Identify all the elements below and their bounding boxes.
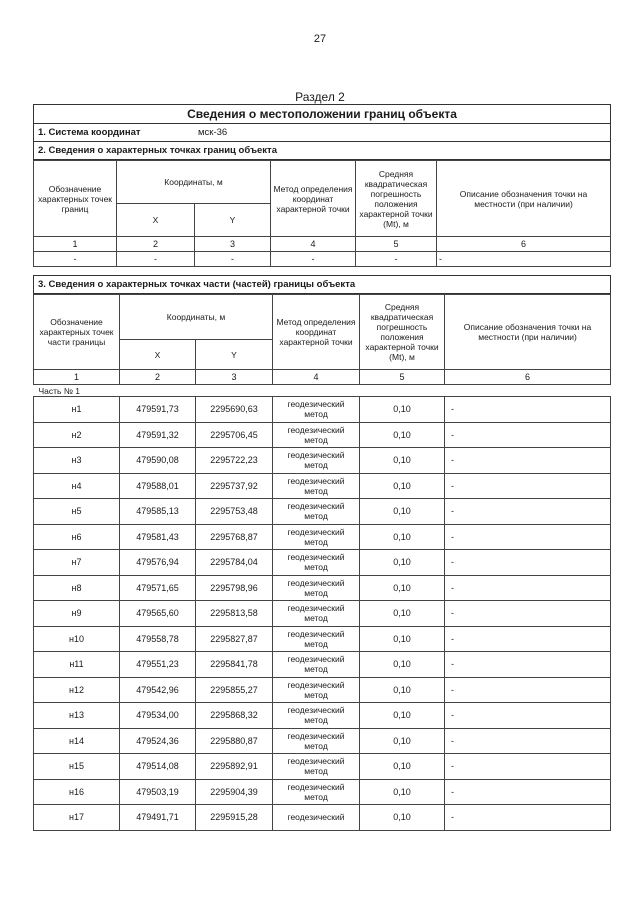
table-row — [34, 524, 611, 550]
table-row — [34, 805, 611, 831]
p3-colnum: 4 — [273, 370, 360, 385]
p2-header-designation: Обозначение характерных точек границ — [34, 161, 117, 237]
table-row — [34, 499, 611, 525]
table-row — [34, 448, 611, 474]
point-id: н3 — [34, 448, 120, 474]
point-x: 479534,00 — [120, 703, 196, 729]
point-y: 2295813,58 — [196, 601, 273, 627]
p2-header-x: X — [117, 204, 195, 237]
point-y: 2295892,91 — [196, 754, 273, 780]
point-mt: 0,10 — [360, 703, 445, 729]
point-method: геодезический метод — [273, 601, 360, 627]
part3-table — [33, 294, 611, 831]
point-mt: 0,10 — [360, 601, 445, 627]
point-id: н4 — [34, 473, 120, 499]
point-desc: - — [445, 524, 611, 550]
p3-colnum: 1 — [34, 370, 120, 385]
coord-system-value: мск-36 — [198, 127, 228, 138]
point-desc: - — [445, 397, 611, 423]
point-desc: - — [445, 448, 611, 474]
point-desc: - — [445, 499, 611, 525]
p2-empty-cell: - — [34, 252, 117, 267]
point-method: геодезический метод — [273, 626, 360, 652]
point-x: 479558,78 — [120, 626, 196, 652]
point-y: 2295827,87 — [196, 626, 273, 652]
point-x: 479591,73 — [120, 397, 196, 423]
coord-system-label: 1. Система координат — [38, 127, 141, 138]
point-mt: 0,10 — [360, 499, 445, 525]
p3-colnum: 2 — [120, 370, 196, 385]
point-x: 479591,32 — [120, 422, 196, 448]
point-method: геодезический метод — [273, 550, 360, 576]
p2-header-method: Метод определения координат характерной точки — [271, 161, 356, 237]
point-desc: - — [445, 422, 611, 448]
point-method: геодезический метод — [273, 575, 360, 601]
point-desc: - — [445, 728, 611, 754]
coord-system-line — [33, 124, 611, 142]
p2-colnum: 6 — [437, 237, 611, 252]
point-method: геодезический метод — [273, 652, 360, 678]
document-title: Сведения о местоположении границ объекта — [33, 105, 611, 124]
p2-empty-cell: - — [437, 252, 611, 267]
point-method: геодезический метод — [273, 448, 360, 474]
point-id: н10 — [34, 626, 120, 652]
point-desc: - — [445, 601, 611, 627]
point-y: 2295690,63 — [196, 397, 273, 423]
point-desc: - — [445, 626, 611, 652]
p2-empty-cell: - — [271, 252, 356, 267]
point-y: 2295904,39 — [196, 779, 273, 805]
point-mt: 0,10 — [360, 397, 445, 423]
point-id: н7 — [34, 550, 120, 576]
point-x: 479503,19 — [120, 779, 196, 805]
point-desc: - — [445, 677, 611, 703]
point-mt: 0,10 — [360, 473, 445, 499]
point-id: н9 — [34, 601, 120, 627]
point-method: геодезический метод — [273, 397, 360, 423]
p2-header-y: Y — [195, 204, 271, 237]
p3-header-description: Описание обозначения точки на местности (при наличии) — [445, 295, 611, 370]
point-x: 479576,94 — [120, 550, 196, 576]
part-label: Часть № 1 — [34, 385, 611, 397]
point-x: 479542,96 — [120, 677, 196, 703]
p3-colnum: 6 — [445, 370, 611, 385]
p2-header-error: Средняя квадратическая погрешность положения характерной точки (Mt), м — [356, 161, 437, 237]
table-row — [34, 397, 611, 423]
point-method: геодезический метод — [273, 473, 360, 499]
p2-colnum: 3 — [195, 237, 271, 252]
table-row — [34, 601, 611, 627]
point-y: 2295722,23 — [196, 448, 273, 474]
point-y: 2295737,92 — [196, 473, 273, 499]
point-x: 479590,08 — [120, 448, 196, 474]
point-method: геодезический метод — [273, 703, 360, 729]
table-row — [34, 728, 611, 754]
point-x: 479588,01 — [120, 473, 196, 499]
point-desc: - — [445, 473, 611, 499]
p3-rows — [34, 397, 611, 831]
point-mt: 0,10 — [360, 728, 445, 754]
point-method: геодезический метод — [273, 499, 360, 525]
point-x: 479491,71 — [120, 805, 196, 831]
p2-colnum: 5 — [356, 237, 437, 252]
p3-colnum: 3 — [196, 370, 273, 385]
point-mt: 0,10 — [360, 805, 445, 831]
point-id: н2 — [34, 422, 120, 448]
point-mt: 0,10 — [360, 575, 445, 601]
point-id: н5 — [34, 499, 120, 525]
point-method: геодезический метод — [273, 422, 360, 448]
point-id: н11 — [34, 652, 120, 678]
point-x: 479524,36 — [120, 728, 196, 754]
p2-empty-cell: - — [356, 252, 437, 267]
point-id: н14 — [34, 728, 120, 754]
point-x: 479565,60 — [120, 601, 196, 627]
p2-empty-row — [34, 252, 611, 267]
part2-table — [33, 160, 611, 267]
point-id: н17 — [34, 805, 120, 831]
p3-header-error: Средняя квадратическая погрешность положения характерной точки (Mt), м — [360, 295, 445, 370]
point-desc: - — [445, 703, 611, 729]
point-method: геодезический метод — [273, 779, 360, 805]
p3-header-designation: Обозначение характерных точек части границы — [34, 295, 120, 370]
point-mt: 0,10 — [360, 448, 445, 474]
point-y: 2295868,32 — [196, 703, 273, 729]
point-method: геодезический метод — [273, 677, 360, 703]
p2-header-coords: Координаты, м — [117, 161, 271, 204]
point-y: 2295768,87 — [196, 524, 273, 550]
point-method: геодезический — [273, 805, 360, 831]
table-row — [34, 779, 611, 805]
point-y: 2295706,45 — [196, 422, 273, 448]
p2-colnum: 1 — [34, 237, 117, 252]
table-row — [34, 703, 611, 729]
p2-empty-cell: - — [195, 252, 271, 267]
point-id: н13 — [34, 703, 120, 729]
point-y: 2295753,48 — [196, 499, 273, 525]
point-mt: 0,10 — [360, 626, 445, 652]
point-id: н6 — [34, 524, 120, 550]
point-desc: - — [445, 550, 611, 576]
point-method: геодезический метод — [273, 754, 360, 780]
point-y: 2295798,96 — [196, 575, 273, 601]
point-y: 2295915,28 — [196, 805, 273, 831]
table-row — [34, 677, 611, 703]
point-mt: 0,10 — [360, 550, 445, 576]
point-method: геодезический метод — [273, 728, 360, 754]
table-row — [34, 575, 611, 601]
point-mt: 0,10 — [360, 422, 445, 448]
point-id: н1 — [34, 397, 120, 423]
point-mt: 0,10 — [360, 779, 445, 805]
p3-header-method: Метод определения координат характерной точки — [273, 295, 360, 370]
point-desc: - — [445, 805, 611, 831]
point-x: 479514,08 — [120, 754, 196, 780]
point-id: н16 — [34, 779, 120, 805]
document — [33, 104, 611, 831]
point-desc: - — [445, 754, 611, 780]
point-x: 479571,65 — [120, 575, 196, 601]
point-x: 479551,23 — [120, 652, 196, 678]
table-row — [34, 550, 611, 576]
part3-title: 3. Сведения о характерных точках части (частей) границы объекта — [33, 275, 611, 294]
p3-header-y: Y — [196, 340, 273, 370]
p3-header-x: X — [120, 340, 196, 370]
p2-colnum: 2 — [117, 237, 195, 252]
page-number: 27 — [313, 33, 327, 45]
point-desc: - — [445, 779, 611, 805]
point-y: 2295784,04 — [196, 550, 273, 576]
point-x: 479581,43 — [120, 524, 196, 550]
point-mt: 0,10 — [360, 652, 445, 678]
point-y: 2295841,78 — [196, 652, 273, 678]
p3-colnum: 5 — [360, 370, 445, 385]
point-method: геодезический метод — [273, 524, 360, 550]
table-row — [34, 422, 611, 448]
point-y: 2295855,27 — [196, 677, 273, 703]
point-id: н8 — [34, 575, 120, 601]
point-id: н15 — [34, 754, 120, 780]
table-row — [34, 652, 611, 678]
point-mt: 0,10 — [360, 677, 445, 703]
table-row — [34, 473, 611, 499]
point-desc: - — [445, 575, 611, 601]
point-desc: - — [445, 652, 611, 678]
point-mt: 0,10 — [360, 754, 445, 780]
point-y: 2295880,87 — [196, 728, 273, 754]
section-label: Раздел 2 — [295, 90, 345, 104]
p2-header-description: Описание обозначения точки на местности (при наличии) — [437, 161, 611, 237]
table-row — [34, 754, 611, 780]
p2-empty-cell: - — [117, 252, 195, 267]
point-mt: 0,10 — [360, 524, 445, 550]
point-id: н12 — [34, 677, 120, 703]
p2-colnum: 4 — [271, 237, 356, 252]
point-x: 479585,13 — [120, 499, 196, 525]
p3-header-coords: Координаты, м — [120, 295, 273, 340]
table-row — [34, 626, 611, 652]
part2-title: 2. Сведения о характерных точках границ объекта — [33, 142, 611, 160]
